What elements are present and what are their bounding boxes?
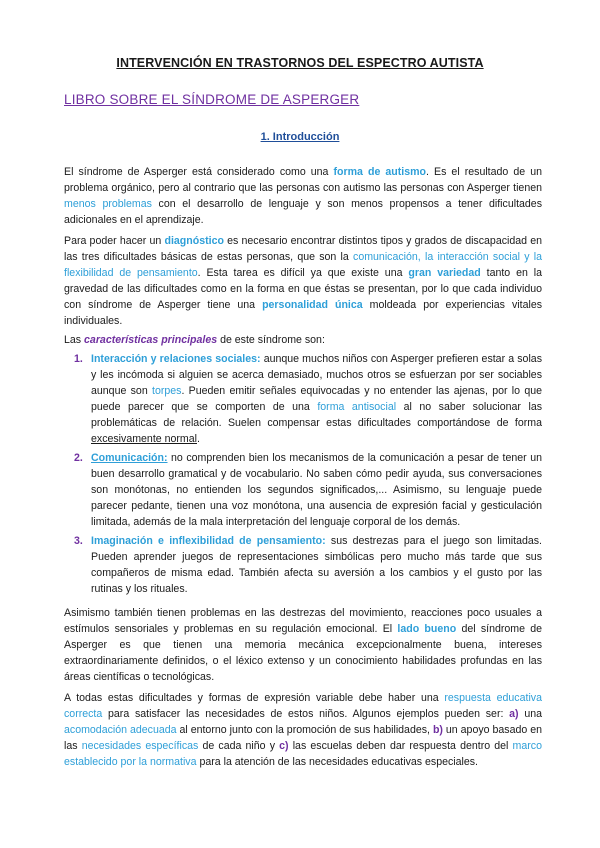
book-title: LIBRO SOBRE EL SÍNDROME DE ASPERGER	[64, 92, 360, 107]
text: al entorno junto con la promoción de sus habilidades,	[176, 724, 433, 736]
text: Asimismo también tienen problemas en las destrezas del movimiento, reacciones poco usuales a estímulos sensoriales y problemas en su regulación emocional. El	[64, 607, 542, 635]
paragraph-intro	[64, 164, 542, 228]
text: es necesario encontrar distintos tipos y grados de discapacidad en las tres dificultades básicas de estas personas, que son la	[64, 235, 542, 263]
list-number: 3.	[74, 535, 83, 547]
list-item-heading: Comunicación:	[91, 452, 168, 464]
highlight-personalidad-unica: personalidad única	[262, 299, 363, 311]
characteristics-list	[74, 351, 542, 597]
text: Para poder hacer un	[64, 235, 165, 247]
text: sus destrezas para el juego son limitadas. Pueden aprender juegos de representaciones simbólicas pero mucho más tarde que sus compañeros de misma edad. También afecta su aversión a los cambios y el gusto por las rutinas y los rituales.	[91, 535, 542, 595]
document-title: INTERVENCIÓN EN TRASTORNOS DEL ESPECTRO AUTISTA	[116, 56, 484, 70]
text: tanto en la gravedad de las dificultades como en la forma en que éstas se presentan, por lo que cada individuo con síndrome de Asperger tiene una	[64, 267, 542, 311]
list-item-heading: Interacción y relaciones sociales:	[91, 353, 261, 365]
text: Las	[64, 334, 85, 346]
highlight-torpes: torpes	[152, 385, 182, 397]
highlight-dificultades-basicas: comunicación, la interacción social y la flexibilidad de pensamiento	[64, 251, 542, 279]
text: El síndrome de Asperger está considerado como una	[64, 166, 334, 178]
text: A todas estas dificultades y formas de expresión variable debe haber una	[64, 692, 445, 704]
highlight-forma-antisocial: forma antisocial	[317, 401, 397, 413]
list-number: 2.	[74, 452, 83, 464]
item-marker-b: b)	[432, 724, 443, 736]
text: no comprenden bien los mecanismos de la comunicación a pesar de tener un buen desarrollo gramatical y de vocabulario. No saben cómo pedir ayuda, sus conversaciones son monótonas, no entienden los segundos significados,... Asimismo, su lenguaje puede parecer pedante, tienen una voz monótona, una ausencia de expresión facial y gesticulación limitada, además de la mala interpretación del lenguaje corporal de los demás.	[91, 452, 542, 528]
underlined-text: excesivamente normal	[91, 433, 197, 445]
item-marker-c: c)	[279, 740, 289, 752]
paragraph-lado-bueno	[64, 605, 542, 685]
text: para la atención de las necesidades educativas especiales.	[196, 756, 479, 768]
text: . Pueden emitir señales equivocadas y no entender las ajenas, por lo que puede parecer que se comporten de una	[91, 385, 542, 413]
list-item	[74, 351, 542, 447]
text: de este síndrome son:	[217, 334, 325, 346]
highlight-diagnostico: diagnóstico	[164, 235, 224, 247]
paragraph-diagnostico	[64, 233, 542, 329]
list-item	[74, 533, 542, 597]
highlight-forma-autismo: forma de autismo	[333, 166, 427, 178]
highlight-necesidades: necesidades específicas	[81, 740, 199, 752]
highlight-gran-variedad: gran variedad	[408, 267, 481, 279]
text: moldeada por experiencias vitales individuales.	[64, 299, 543, 327]
text: un apoyo basado en las	[64, 724, 543, 752]
text: aunque muchos niños con Asperger prefieren estar a solas y les incómoda si alguien se acerca demasiado, muchos otros se esfuerzan por ser sociables aunque son	[91, 353, 542, 397]
highlight-marco-normativa: marco establecido por la normativa	[64, 740, 542, 768]
text: . Es el resultado de un problema orgánico, pero al contrario que las personas con autismo las personas con Asperger tienen	[64, 166, 542, 194]
section-title: 1. Introducción	[260, 131, 340, 143]
highlight-acomodacion: acomodación adecuada	[64, 724, 177, 736]
text: del síndrome de Asperger es que tienen una memoria mecánica excepcionalmente buena, intereses extraordinariamente definidos, o el léxico extenso y un conocimiento habilidades profundas en las áreas científicas o tecnológicas.	[64, 623, 543, 683]
paragraph-caracteristicas	[64, 332, 542, 348]
text: .	[196, 433, 200, 445]
highlight-respuesta-educativa: respuesta educativa correcta	[64, 692, 542, 720]
paragraph-respuesta-educativa	[64, 690, 542, 770]
list-number: 1.	[74, 353, 83, 365]
highlight-lado-bueno: lado bueno	[397, 623, 457, 635]
text: . Esta tarea es difícil ya que existe una	[197, 267, 409, 279]
text: una	[518, 708, 542, 720]
list-item	[74, 450, 542, 530]
text: al no saber solucionar las problemáticas de relación. Suelen compensar estas dificultades comportándose de forma	[91, 401, 543, 429]
text: para satisfacer las necesidades de estos niños. Algunos ejemplos pueden ser:	[102, 708, 510, 720]
text: de cada niño y	[198, 740, 280, 752]
list-item-heading: Imaginación e inflexibilidad de pensamiento:	[91, 535, 326, 547]
highlight-menos-problemas: menos problemas	[64, 198, 152, 210]
highlight-caracteristicas: características principales	[84, 334, 218, 346]
text: con el desarrollo de lenguaje y son menos propensos a tener dificultades adicionales en el aprendizaje.	[64, 198, 542, 226]
text: las escuelas deben dar respuesta dentro del	[288, 740, 513, 752]
item-marker-a: a)	[509, 708, 519, 720]
